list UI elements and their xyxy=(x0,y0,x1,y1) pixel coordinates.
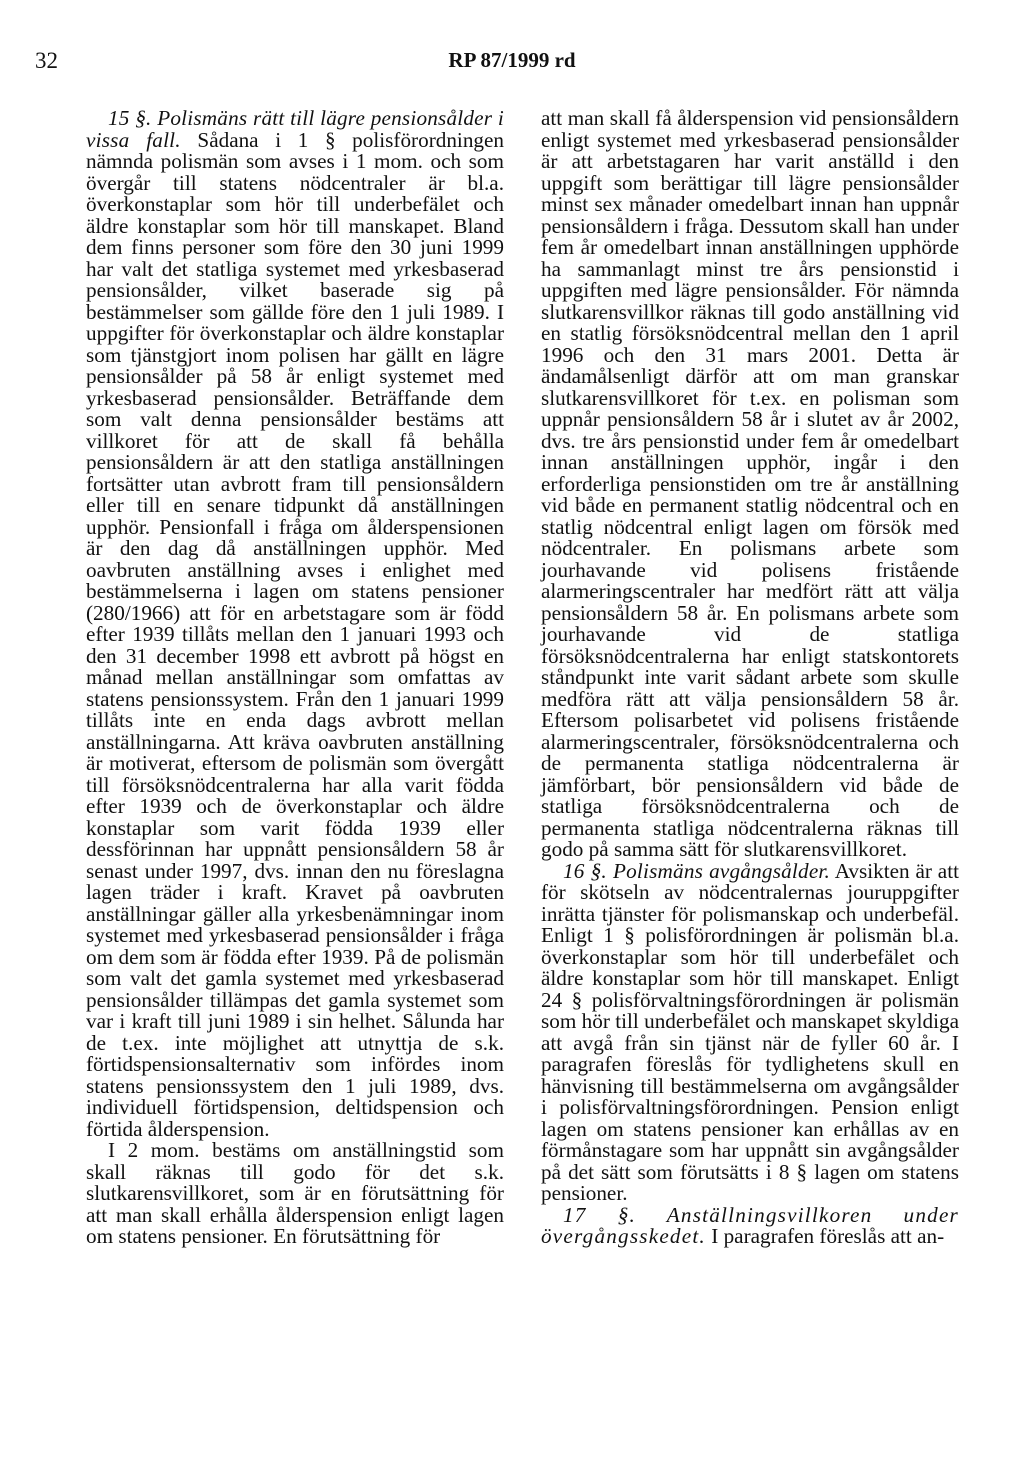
section-16-paragraph xyxy=(541,858,959,1205)
section-15-heading: 15 §. Polismäns rätt till lägre pensionsålder i vissa fall. xyxy=(86,106,504,152)
page-header xyxy=(0,48,1024,88)
section-17-heading: 17 §. Anställningsvillkoren under övergångsskedet. xyxy=(541,1202,959,1248)
continued-paragraph xyxy=(541,108,959,861)
left-column xyxy=(86,108,504,1248)
section-16-heading: 16 §. Polismäns avgångsålder. xyxy=(563,858,831,883)
document-id: RP 87/1999 rd xyxy=(448,48,576,72)
section-15-paragraph xyxy=(86,108,504,1140)
mom-2-paragraph xyxy=(86,1140,504,1248)
section-17-paragraph xyxy=(541,1202,959,1248)
right-column xyxy=(541,108,959,1248)
mom-2-body: I 2 mom. bestäms om anställningstid som skall räknas till godo för det s.k. slutkarensvillkoret, som är en förutsättning för att man skall erhålla ålderspension enligt lagen om statens pensioner. En förutsättning för xyxy=(86,1138,504,1248)
continued-body: att man skall få ålderspension vid pensionsåldern enligt systemet med yrkesbaserad pensionsålder är att arbetstagaren har varit anställd i den uppgift som berättigar till lägre pensionsålder minst sex månader omedelbart innan han uppnår pensionsåldern i fråga. Dessutom skall han under fem år omedelbart innan anställningen upphörde ha sammanlagt minst tre års pensionstid i uppgiften med lägre pensionsålder. För nämnda slutkarensvillkor räknas till godo anställning vid en statlig försöksnödcentral mellan den 1 april 1996 och den 31 mars 2001. Detta är ändamålsenligt därför att om man granskar slutkarensvillkoret för t.ex. en polisman som uppnår pensionsåldern 58 år i slutet av år 2002, dvs. tre års pensionstid under fem år omedelbart innan anställningen upphör, ingår i den erforderliga pensionstiden om tre år anställning vid både en permanent statlig nödcentral och en statlig nödcentral enligt lagen om försök med nödcentraler. En polismans arbete som jourhavande vid polisens fristående alarmeringscentraler har medfört rätt att välja pensionsåldern 58 år. En polismans arbete som jourhavande vid de statliga försöksnödcentralerna har enligt statskontorets ståndpunkt inte varit sådant arbete som skulle medföra rätt att välja pensionsåldern 58 år. Eftersom polisarbetet vid polisens fristående alarmeringscentraler, försöksnödcentralerna och de permanenta statliga nödcentralerna är jämförbart, bör pensionsåldern vid både de statliga försöksnödcentralerna och de permanenta statliga nödcentralerna räknas till godo på samma sätt för slutkarensvillkoret. xyxy=(541,106,959,861)
section-16-body: Avsikten är att för skötseln av nödcentralernas jouruppgifter inrätta tjänster för polismanskap och underbefäl. Enligt 1 § polisförordningen är polismän bl.a. överkonstaplar som hör till underbefälet och äldre konstaplar som hör till manskapet. Enligt 24 § polisförvaltningsförordningen är polismän som hör till underbefälet och manskapet skyldiga att avgå från sin tjänst när de fyller 60 år. I paragrafen föreslås för tydlighetens skull en hänvisning till bestämmelserna om avgångsålder i polisförvaltningsförordningen. Pension enligt lagen om statens pensioner kan erhållas av en förmånstagare som har uppnått sin avgångsålder på det sätt som förutsätts i 8 § lagen om statens pensioner. xyxy=(541,858,959,1205)
page-number: 32 xyxy=(35,48,58,73)
section-17-body: I paragrafen föreslås att an- xyxy=(711,1224,945,1248)
section-15-body: Sådana i 1 § polisförordningen nämnda polismän som avses i 1 mom. och som övergår till statens nödcentraler är bl.a. överkonstaplar som hör till underbefälet och äldre konstaplar som hör till manskapet. Bland dem finns personer som före den 30 juni 1999 har valt det statliga systemet med yrkesbaserad pensionsålder, vilket baserade sig på bestämmelser som gällde före den 1 juli 1989. I uppgifter för överkonstaplar och äldre konstaplar som tjänstgjort inom polisen har gällt en lägre pensionsålder på 58 år enligt systemet med yrkesbaserad pensionsålder. Beträffande dem som valt denna pensionsålder bestäms att villkoret för att de skall få behålla pensionsåldern är att den statliga anställningen fortsätter utan avbrott fram till pensionsåldern eller till en senare tidpunkt då anställningen upphör. Pensionfall i fråga om ålderspensionen är den dag då anställningen upphör. Med oavbruten anställning avses i enlighet med bestämmelserna i lagen om statens pensioner (280/1966) att för en arbetstagare som är född efter 1939 tillåts mellan den 1 januari 1993 och den 31 december 1998 ett avbrott på högst en månad mellan anställningar som omfattas av statens pensionssystem. Från den 1 januari 1999 tillåts inte en enda dags avbrott mellan anställningarna. Att kräva oavbruten anställning är motiverat, eftersom de polismän som övergått till försöksnödcentralerna har alla varit födda efter 1939 och de överkonstaplar och äldre konstaplar som varit födda 1939 eller dessförinnan har uppnått pensionsåldern 58 år senast under 1997, dvs. innan den nu föreslagna lagen träder i kraft. Kravet på oavbruten anställningar gäller alla yrkesbenämningar inom systemet med yrkesbaserad pensionsålder i fråga om dem som är födda efter 1939. På de polismän som valt det gamla systemet med yrkesbaserad pensionsålder tillämpas det gamla systemet som var i kraft till juni 1989 i sin helhet. Sålunda har de t.ex. inte möjlighet att utnyttja de s.k. förtidspensionsalternativ som infördes inom statens pensionssystem den 1 juli 1989, dvs. individuell förtidspension, deltidspension och förtida ålderspension. xyxy=(86,127,505,1141)
